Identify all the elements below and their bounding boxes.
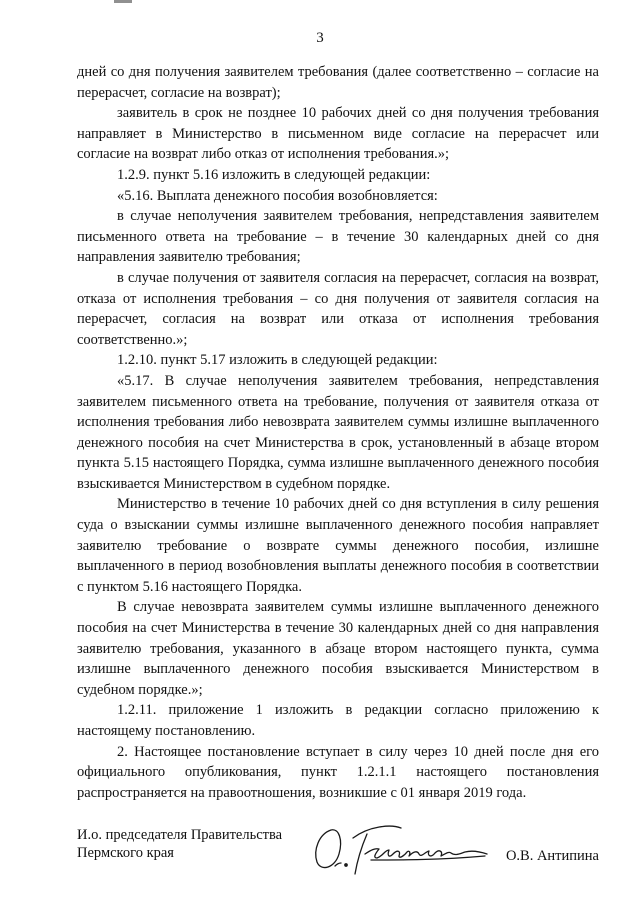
paragraph: «5.17. В случае неполучения заявителем требования, непредставления заявителем письменного ответа на требование, получения от заявителя отказа от исполнения требования либо невозврата заявителем суммы излишне выплаченного денежного пособия на счет Министерства в срок, установленный в абзаце втором пункта 5.15 настоящего Порядка, сумма излишне выплаченного денежного пособия взыскивается Министерством в судебном порядке. [77, 372, 599, 492]
paragraph-continuation: дней со дня получения заявителем требования (далее соответственно – согласие на перерасчет, согласие на возврат); [77, 64, 599, 101]
paragraph-clause-1-2-10: 1.2.10. пункт 5.17 изложить в следующей редакции: [117, 352, 438, 369]
paragraph: в случае получения от заявителя согласия на перерасчет, согласия на возврат, отказа от исполнения требования – со дня получения от заявителя согласия на перерасчет, согласия на возврат или отказа от исполнения требования соответственно.»; [77, 269, 599, 348]
handwritten-signature [309, 816, 494, 878]
page-number: 3 [316, 30, 324, 46]
signatory-title-line1: И.о. председателя Правительства [77, 827, 283, 843]
signatory-name: О.В. Антипина [505, 848, 599, 864]
paragraph-clause-2: 2. Настоящее постановление вступает в силу через 10 дней после дня его официального опубликования, пункт 1.2.1.1 настоящего постановления распространяется на правоотношения, возникшие с 01 января 2019 года. [77, 743, 599, 801]
paragraph: В случае невозврата заявителем суммы излишне выплаченного денежного пособия на счет Министерства в течение 30 календарных дней со дня направления заявителю требования, указанного в абзаце втором настоящего пункта, сумма излишне выплаченного денежного пособия взыскивается Министерством в судебном порядке.»; [77, 599, 599, 698]
paragraph: в случае неполучения заявителем требования, непредставления заявителем письменного ответа на требование – в течение 30 календарных дней со дня направления заявителю требования; [77, 208, 599, 266]
paragraph-clause-1-2-9: 1.2.9. пункт 5.16 изложить в следующей редакции: [117, 166, 431, 183]
paragraph: заявитель в срок не позднее 10 рабочих дней со дня получения требования направляет в Министерство в письменном виде согласие на перерасчет или согласие на возврат либо отказ от исполнения требования.»; [77, 105, 599, 163]
signatory-title [77, 826, 282, 862]
signatory-title-line2: Пермского края [77, 845, 174, 861]
paragraph: Министерство в течение 10 рабочих дней со дня вступления в силу решения суда о взыскании суммы излишне выплаченного денежного пособия направляет заявителю требование о возврате суммы денежного пособия, излишне выплаченного в период возобновления выплаты денежного пособия в соответствии с пунктом 5.16 настоящего Порядка. [77, 496, 599, 595]
document-body [77, 62, 599, 803]
paragraph-clause-1-2-11: 1.2.11. приложение 1 изложить в редакции согласно приложению к настоящему постановлению. [77, 702, 599, 739]
paragraph: «5.16. Выплата денежного пособия возобновляется: [117, 187, 438, 204]
scan-mark [114, 0, 132, 3]
signature-block [77, 826, 599, 876]
